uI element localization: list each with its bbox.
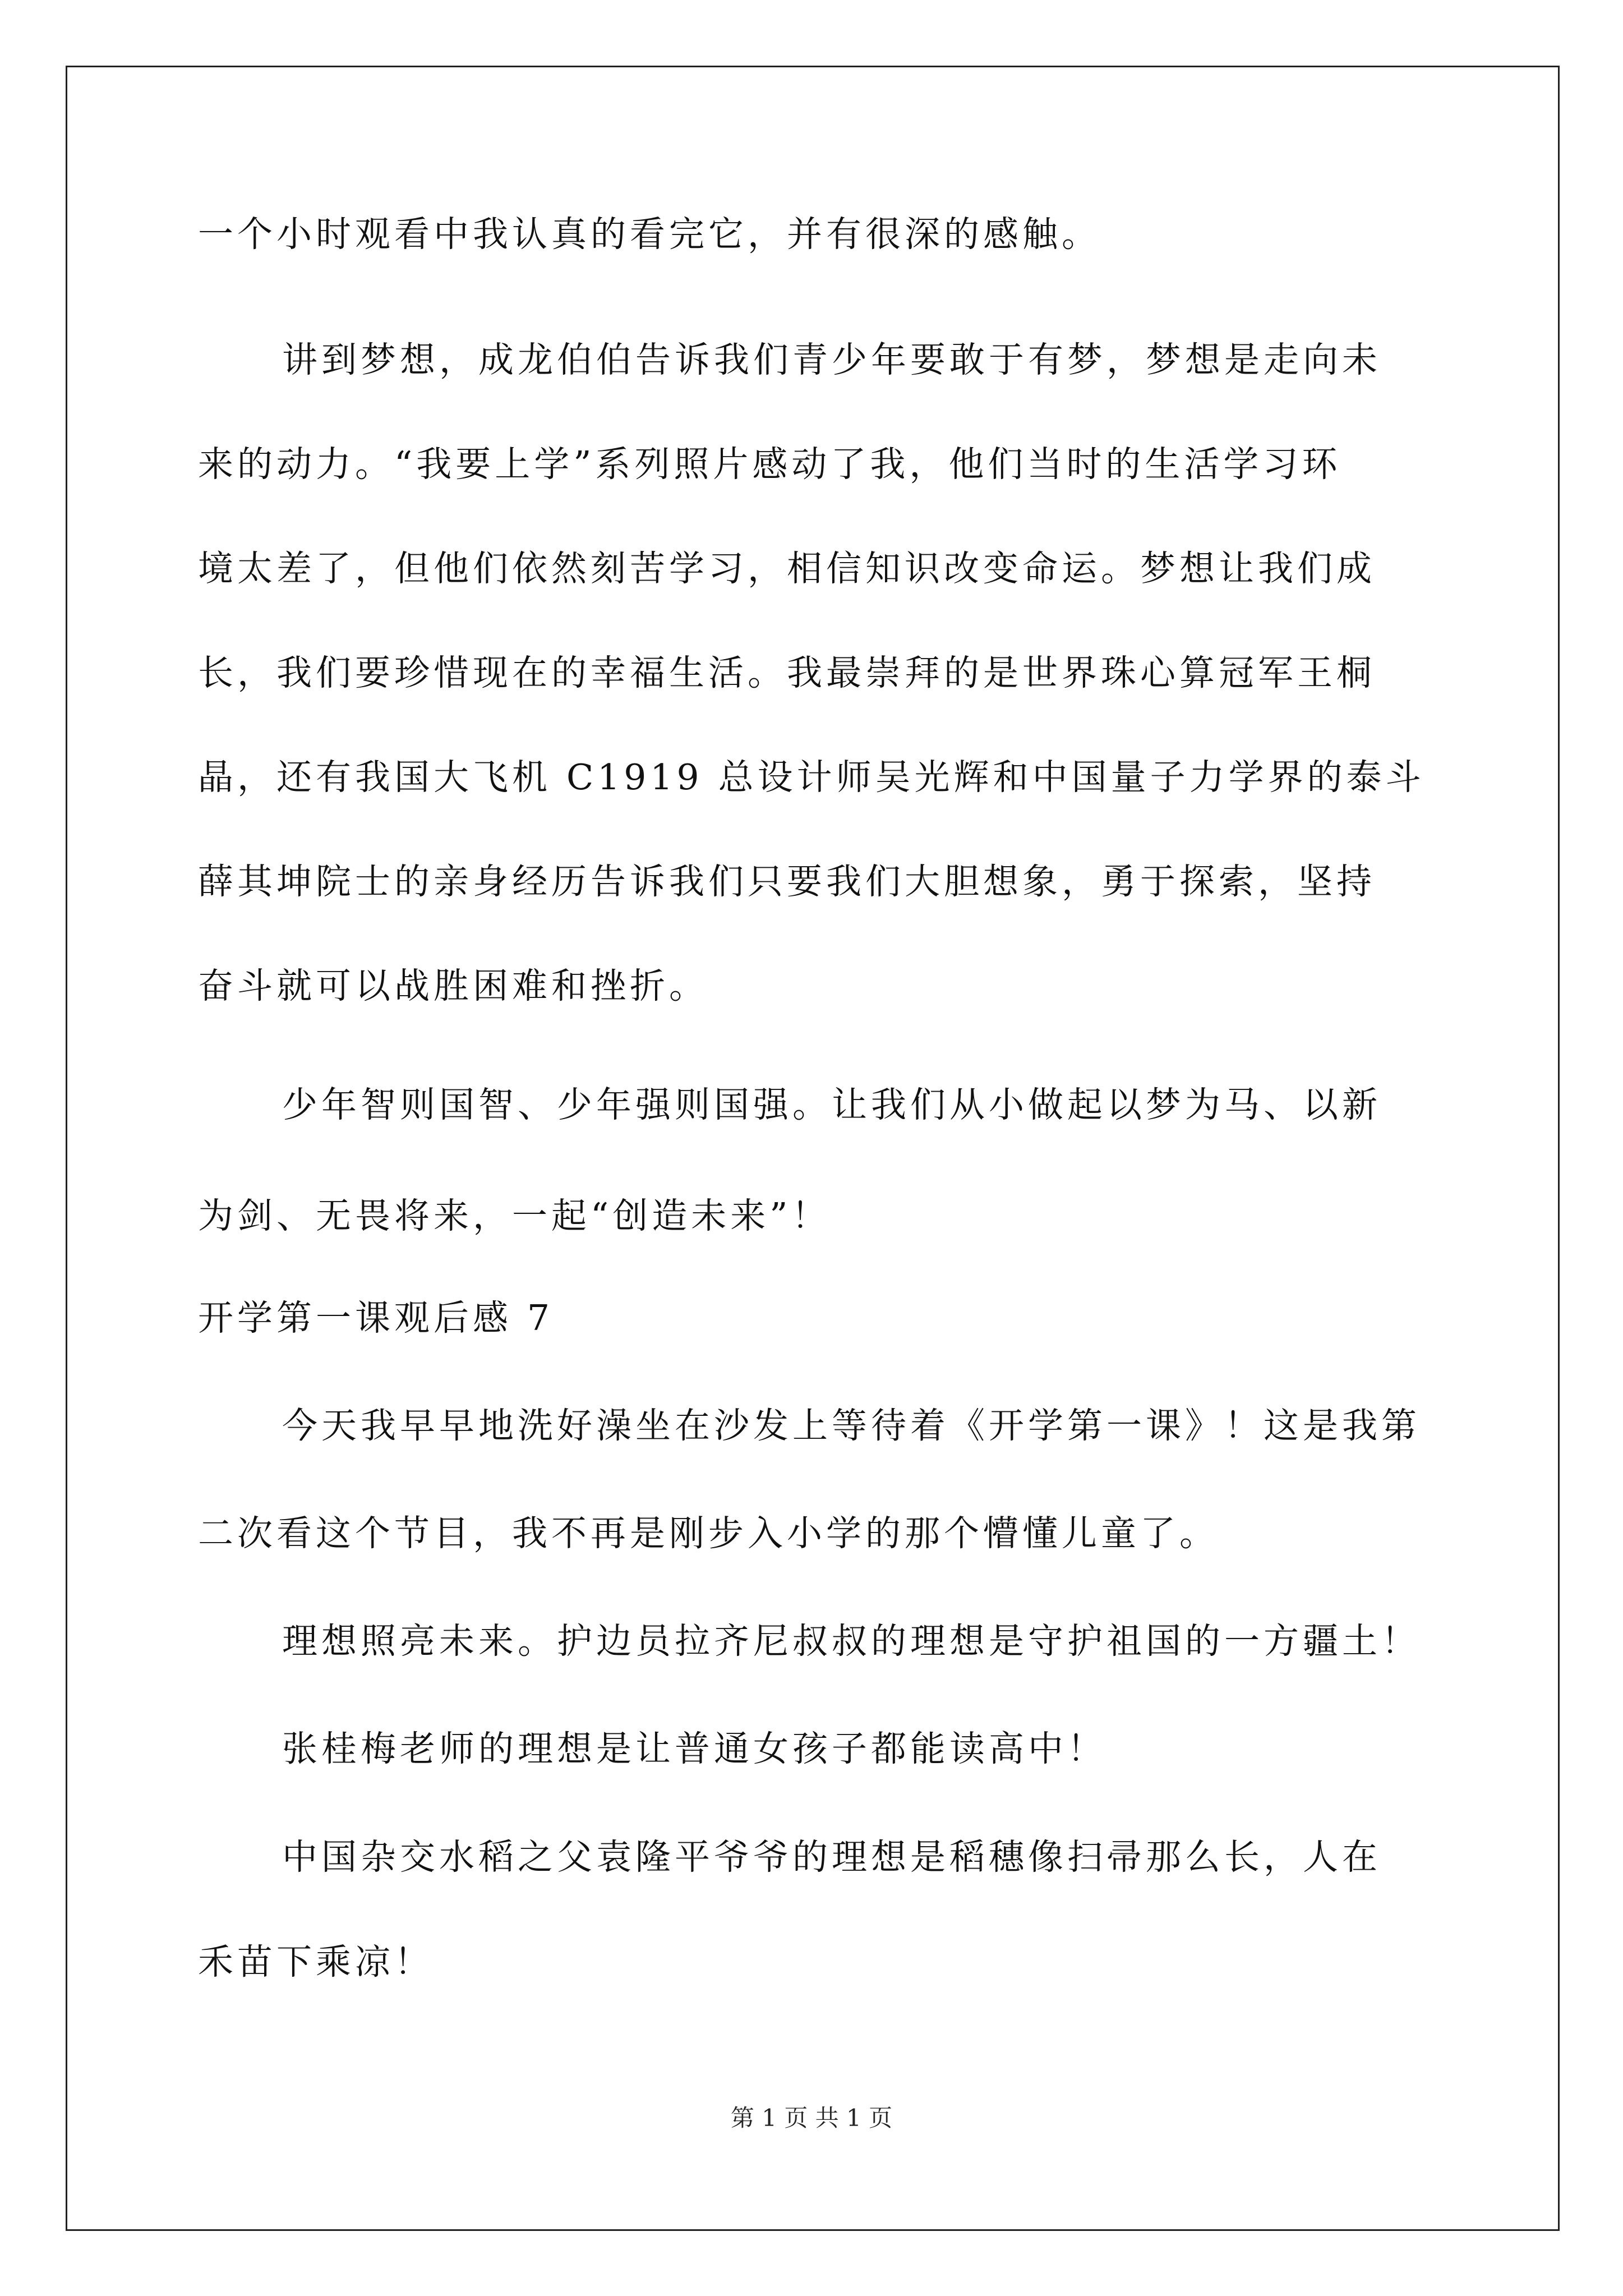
text-line: 一个小时观看中我认真的看完它，并有很深的感触。 [198,214,1101,255]
text-line: 奋斗就可以战胜困难和挫折。 [198,965,708,1006]
text-line: 境太差了，但他们依然刻苦学习，相信知识改变命运。梦想让我们成 [198,548,1376,589]
paragraph-first-line: 理想照亮未来。护边员拉齐尼叔叔的理想是守护祖国的一方疆土！ [282,1621,1421,1662]
text-line: 为剑、无畏将来，一起“创造未来”！ [198,1195,831,1236]
text-line: 薛其坤院士的亲身经历告诉我们只要我们大胆想象，勇于探索，坚持 [198,861,1376,902]
text-line: 晶，还有我国大飞机 C1919 总设计师吴光辉和中国量子力学界的泰斗 [198,757,1425,798]
text-line: 禾苗下乘凉！ [198,1941,434,1982]
paragraph-first-line: 中国杂交水稻之父袁隆平爷爷的理想是稻穗像扫帚那么长，人在 [282,1837,1381,1878]
paragraph-first-line: 今天我早早地洗好澡坐在沙发上等待着《开学第一课》！这是我第 [282,1405,1421,1446]
text-line: 二次看这个节目，我不再是刚步入小学的那个懵懂儿童了。 [198,1513,1219,1554]
text-line: 长，我们要珍惜现在的幸福生活。我最崇拜的是世界珠心算冠军王桐 [198,652,1376,693]
section-heading: 开学第一课观后感 7 [198,1297,554,1338]
page-border [66,66,1560,2231]
paragraph-first-line: 张桂梅老师的理想是让普通女孩子都能读高中！ [282,1728,1106,1769]
page-number-footer: 第 1 页 共 1 页 [730,2104,893,2132]
text-line: 来的动力。“我要上学”系列照片感动了我，他们当时的生活学习环 [198,444,1341,485]
paragraph-first-line: 讲到梦想，成龙伯伯告诉我们青少年要敢于有梦，梦想是走向未 [282,339,1381,380]
paragraph-first-line: 少年智则国智、少年强则国强。让我们从小做起以梦为马、以新 [282,1084,1381,1125]
